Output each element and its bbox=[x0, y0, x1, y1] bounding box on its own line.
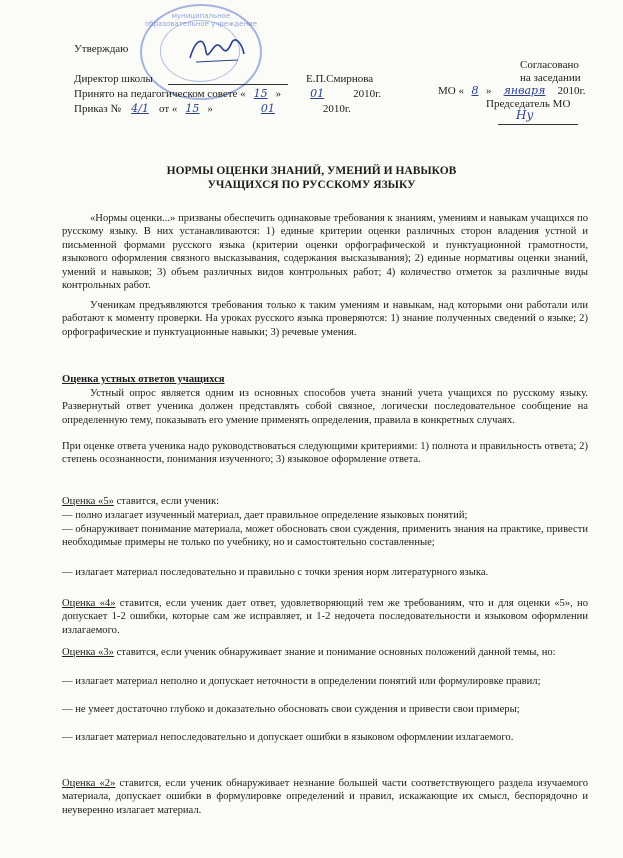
grade3-intro bbox=[62, 646, 588, 659]
council-month: 01 bbox=[310, 87, 325, 100]
mo-label: МО « bbox=[438, 85, 464, 97]
order-label: Приказ № bbox=[74, 103, 121, 115]
grade3-item: — не умеет достаточно глубоко и доказательно обосновать свои суждения и привести свои примеры; bbox=[62, 704, 520, 715]
order-line: Приказ № 4/1 от « 15 » 01 2010г. bbox=[74, 102, 351, 115]
grade5-item: — полно излагает изученный материал, дает правильное определение языковых понятий; bbox=[62, 510, 468, 521]
grade4-label: Оценка «4» bbox=[62, 598, 116, 609]
order-year: 2010г. bbox=[322, 103, 351, 115]
page-title-line2: УЧАЩИХСЯ ПО РУССКОМУ ЯЗЫКУ bbox=[207, 179, 416, 191]
director-line bbox=[74, 72, 153, 86]
mo-chair-sign-line bbox=[498, 124, 578, 125]
grade4-paragraph bbox=[62, 597, 588, 637]
council-line: Принято на педагогическом совете « 15 » 01 2010г. bbox=[74, 87, 382, 100]
intro-paragraph-1: «Нормы оценки...» призваны обеспечить одинаковые требования к знаниям, умениям и навыкам учащихся по русскому языку. В них устанавливаются: 1) единые критерии оценки различных сторон владения устной и письменной формами русского языка (критерии оценки орфографической и пунктуационной грамотности, языкового оформления связного высказывания, содержания высказывания); 2) единые нормативы оценки знаний, умений и навыков; 3) объем различных видов контрольных работ; 4) количество отметок за различные виды контрольных работ. bbox=[62, 213, 588, 292]
council-day: 15 bbox=[253, 87, 268, 100]
approve-label: Утверждаю bbox=[74, 43, 129, 55]
mo-chair-signature: Ну bbox=[516, 108, 534, 122]
oral-paragraph-2: При оценке ответа ученика надо руководствоваться следующими критериями: 1) полнота и правильность ответа; 2) степень осознанности, понимания изученного; 3) языковое оформление ответа. bbox=[62, 441, 588, 466]
grade2-text: ставится, если ученик обнаруживает незнание большей части соответствующего раздела изучаемого материала, допускает ошибки в формулировке определений и правил, искажающие их смысл, беспорядочно и неуверенно излагает материал. bbox=[62, 778, 588, 816]
grade5-label: Оценка «5» bbox=[62, 496, 114, 507]
agreed-label: Согласовано bbox=[520, 59, 579, 71]
mo-line: МО « 8 » января 2010г. bbox=[438, 84, 586, 97]
grade5-intro-text: ставится, если ученик: bbox=[113, 496, 220, 507]
mo-month: января bbox=[503, 84, 546, 97]
grade5-item: — обнаруживает понимание материала, может обосновать свои суждения, применить знания на практике, привести необходимые примеры не только по учебнику, но и самостоятельно составленные; bbox=[62, 524, 588, 549]
oral-section-heading: Оценка устных ответов учащихся bbox=[62, 374, 225, 385]
director-label: Директор школы bbox=[74, 73, 153, 85]
director-name: Е.П.Смирнова bbox=[306, 73, 374, 85]
order-month: 01 bbox=[260, 102, 275, 115]
order-from-label: от « bbox=[158, 103, 178, 115]
page-title-line1: НОРМЫ ОЦЕНКИ ЗНАНИЙ, УМЕНИЙ И НАВЫКОВ bbox=[166, 165, 457, 177]
order-number: 4/1 bbox=[131, 102, 149, 115]
intro-paragraph-2: Ученикам предъявляются требования только к таким умениям и навыкам, над которыми они работали или работают к моменту проверки. На уроках русского языка проверяются: 1) знание полученных сведений о языке; 2) орфографические и пунктуационные навыки; 3) речевые умения. bbox=[62, 300, 588, 338]
grade5-intro bbox=[62, 495, 588, 508]
meeting-label: на заседании bbox=[520, 72, 581, 84]
council-label: Принято на педагогическом совете « bbox=[74, 88, 246, 100]
director-signature bbox=[186, 32, 248, 68]
mo-year: 2010г. bbox=[557, 85, 586, 97]
director-sign-line bbox=[168, 84, 288, 85]
order-day: 15 bbox=[185, 102, 200, 115]
stamp-text: муниципальное образовательное учреждение bbox=[144, 12, 258, 28]
grade3-item: — излагает материал неполно и допускает неточности в определении понятий или формулировке правил; bbox=[62, 676, 541, 687]
grade5-item: — излагает материал последовательно и правильно с точки зрения норм литературного языка. bbox=[62, 567, 489, 578]
grade2-label: Оценка «2» bbox=[62, 778, 116, 789]
grade3-item: — излагает материал непоследовательно и допускает ошибки в языковом оформлении излагаемого. bbox=[62, 732, 514, 743]
council-year: 2010г. bbox=[353, 88, 382, 100]
grade2-paragraph bbox=[62, 777, 588, 817]
mo-day: 8 bbox=[471, 84, 479, 97]
grade3-label: Оценка «3» bbox=[62, 647, 114, 658]
oral-paragraph-1: Устный опрос является одним из основных способов учета знаний учета учащихся по русскому языку. Развернутый ответ ученика должен представлять собой связное, логически последовательное сообщение на определенную тему, показывать его умение применять определения, правила в конкретных случаях. bbox=[62, 388, 588, 426]
grade4-text: ставится, если ученик дает ответ, удовлетворяющий тем же требованиям, что и для оценки «5», но допускает 1-2 ошибки, которые сам же исправляет, и 1-2 недочета последовательности и языковом оформлении излагаемого. bbox=[62, 598, 588, 636]
grade3-intro-text: ставится, если ученик обнаруживает знание и понимание основных положений данной темы, но: bbox=[113, 647, 556, 658]
mo-chair-label: Председатель МО bbox=[486, 98, 571, 110]
